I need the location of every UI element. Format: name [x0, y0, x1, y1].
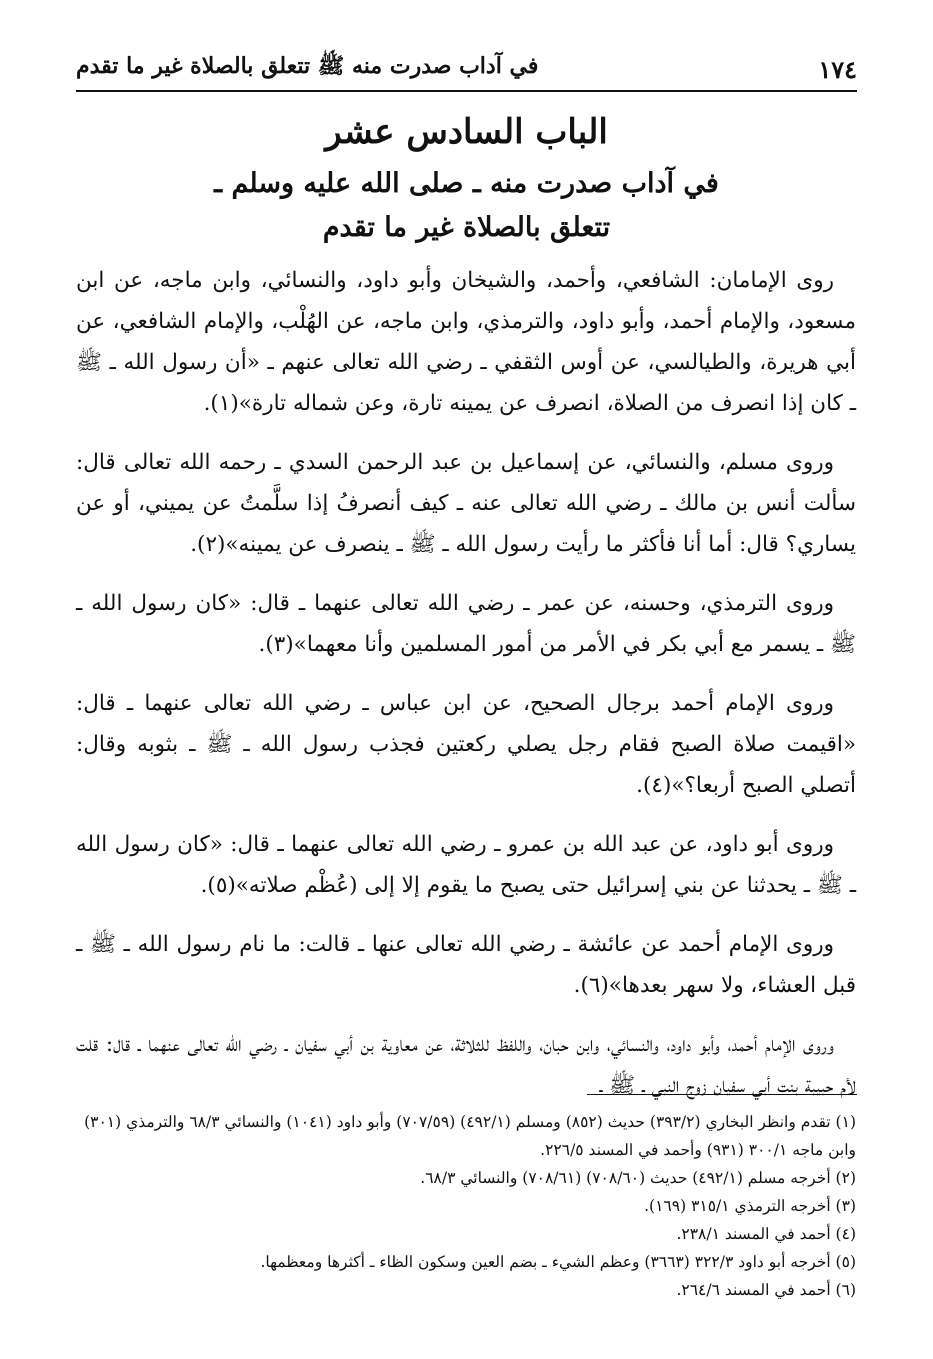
- paragraph: وروى الإمام أحمد عن عائشة ـ رضي الله تعالى عنها ـ قالت: ما نام رسول الله ـ ﷺ ـ قبل العشاء، ولا سهر بعدها»(٦).: [76, 932, 856, 998]
- chapter-subtitle-line1: في آداب صدرت منه ـ صلى الله عليه وسلم ـ: [214, 168, 719, 199]
- footnote: (٦) أحمد في المسند ٢٦٤/٦.: [676, 1281, 856, 1299]
- page-number: ١٧٤: [818, 55, 857, 84]
- chapter-subtitle: [0, 162, 933, 250]
- footnotes: [76, 1108, 856, 1304]
- paragraph: روى الإمامان: الشافعي، وأحمد، والشيخان وأبو داود، والنسائي، وابن ماجه، عن ابن مسعود، والإمام أحمد، وأبو داود، والترمذي، وابن ماجه، عن الهُلْب، والإمام الشافعي، عن أبي هريرة، والطيالسي، عن أوس الثقفي ـ رضي الله تعالى عنهم ـ «أن رسول الله ـ ﷺ ـ كان إذا انصرف من الصلاة، انصرف عن يمينه تارة، وعن شماله تارة»(١).: [76, 268, 856, 416]
- footnote: (٣) أخرجه الترمذي ٣١٥/١ (١٦٩).: [644, 1197, 856, 1215]
- paragraph: وروى أبو داود، عن عبد الله بن عمرو ـ رضي الله تعالى عنهما ـ قال: «كان رسول الله ـ ﷺ ـ يحدثنا عن بني إسرائيل حتى يصبح ما يقوم إلا إلى (عُظْم صلاته»(٥).: [76, 832, 856, 898]
- chapter-subtitle-line2: تتعلق بالصلاة غير ما تقدم: [322, 212, 611, 243]
- paragraph: وروى الإمام أحمد، وأبو داود، والنسائي، وابن حبان، واللفظ للثلاثة، عن معاوية بن أبي سفيان ـ رضي الله تعالى عنهما ـ قال: قلت لأم حبيبة بنت أبي سفيان زوج النبي ـ ﷺ ـ: [76, 1032, 856, 1098]
- footnote: (٢) أخرجه مسلم (٤٩٢/١) حديث (٧٠٨/٦٠) (٧٠٨/٦١) والنسائي ٦٨/٣.: [420, 1169, 856, 1187]
- paragraph: وروى مسلم، والنسائي، عن إسماعيل بن عبد الرحمن السدي ـ رحمه الله تعالى قال: سألت أنس بن مالك ـ رضي الله تعالى عنه ـ كيف أنصرفُ إذا سلَّمتُ عن يميني، أو عن يساري؟ قال: أما أنا فأكثر ما رأيت رسول الله ـ ﷺ ـ ينصرف عن يمينه»(٢).: [76, 450, 856, 557]
- footnote-separator: [587, 1094, 857, 1095]
- paragraph: وروى الإمام أحمد برجال الصحيح، عن ابن عباس ـ رضي الله تعالى عنهما ـ قال: «اقيمت صلاة الصبح فقام رجل يصلي ركعتين فجذب رسول الله ـ ﷺ ـ بثوبه وقال: أتصلي الصبح أربعا؟»(٤).: [76, 691, 856, 798]
- chapter-title: الباب السادس عشر: [325, 112, 608, 152]
- footnote: (٥) أخرجه أبو داود ٣٢٢/٣ (٣٦٦٣) وعظم الشيء ـ بضم العين وسكون الظاء ـ أكثرها ومعظمها.: [260, 1253, 856, 1271]
- running-title: في آداب صدرت منه ﷺ تتعلق بالصلاة غير ما تقدم: [76, 53, 539, 79]
- paragraph: وروى الترمذي، وحسنه، عن عمر ـ رضي الله تعالى عنهما ـ قال: «كان رسول الله ـ ﷺ ـ يسمر مع أبي بكر في الأمر من أمور المسلمين وأنا معهما»(٣).: [76, 591, 856, 657]
- footnote: (١) تقدم وانظر البخاري (٣٩٣/٢) حديث (٨٥٢) ومسلم (٤٩٢/١) (٧٠٧/٥٩) وأبو داود (١٠٤١) والنسائي ٦٨/٣ والترمذي (٣٠١) وابن ماجه ٣٠٠/١ (٩٣١) وأحمد في المسند ٢٢٦/٥.: [84, 1113, 856, 1159]
- body-text: [76, 260, 856, 1124]
- footnote: (٤) أحمد في المسند ٢٣٨/١.: [676, 1225, 856, 1243]
- running-header: [76, 52, 857, 92]
